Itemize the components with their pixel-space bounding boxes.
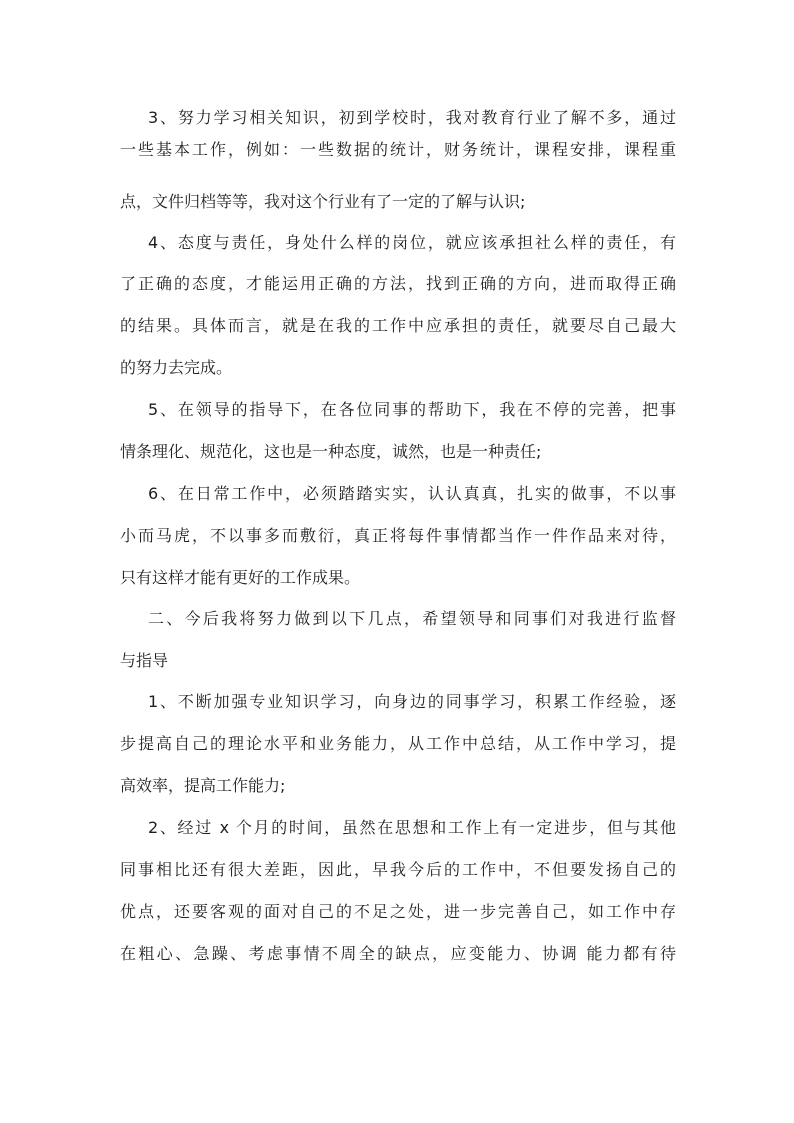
paragraph-2-line-2: 了正确的态度，才能运用正确的方法，找到正确的方向，进而取得正确: [120, 274, 676, 293]
paragraph-2-line-1: 4、态度与责任，身处什么样的岗位，就应该承担社么样的责任，有: [148, 233, 676, 252]
paragraph-3-line-2: 情条理化、规范化，这也是一种态度，诚然，也是一种责任;: [120, 442, 542, 461]
paragraph-6-line-3: 高效率，提高工作能力;: [120, 776, 286, 795]
paragraph-2-line-4: 的努力去完成。: [120, 358, 233, 377]
paragraph-4-line-2: 小而马虎，不以事多而敷衍，真正将每件事情都当作一件作品来对待，: [120, 526, 676, 545]
paragraph-7-line-4: 在粗心、急躁、考虑事情不周全的缺点，应变能力、协调 能力都有待: [120, 944, 676, 963]
paragraph-6-line-1: 1、不断加强专业知识学习，向身边的同事学习，积累工作经验，逐: [148, 692, 676, 711]
paragraph-5-line-1: 二、今后我将努力做到以下几点，希望领导和同事们对我进行监督: [148, 609, 676, 628]
paragraph-1-line-3: 点，文件归档等等，我对这个行业有了一定的了解与认识;: [120, 192, 526, 211]
paragraph-4-line-3: 只有这样才能有更好的工作成果。: [120, 568, 361, 587]
paragraph-2-line-3: 的结果。具体而言，就是在我的工作中应承担的责任，就要尽自己最大: [120, 316, 676, 335]
paragraph-7-line-3: 优点，还要客观的面对自己的不足之处，进一步完善自己，如工作中存: [120, 902, 676, 921]
paragraph-4-line-1: 6、在日常工作中，必须踏踏实实，认认真真，扎实的做事，不以事: [148, 484, 676, 503]
paragraph-6-line-2: 步提高自己的理论水平和业务能力，从工作中总结，从工作中学习，提: [120, 734, 676, 753]
paragraph-1-line-1: 3、努力学习相关知识，初到学校时，我对教育行业了解不多，通过: [148, 108, 676, 127]
paragraph-7-line-1: 2、经过 x 个月的时间，虽然在思想和工作上有一定进步，但与其他: [148, 818, 676, 837]
paragraph-5-line-2: 与指导: [120, 651, 169, 670]
paragraph-7-line-2: 同事相比还有很大差距，因此，早我今后的工作中，不但要发扬自己的: [120, 860, 676, 879]
paragraph-1-line-2: 一些基本工作，例如：一些数据的统计，财务统计，课程安排，课程重: [120, 140, 676, 159]
paragraph-3-line-1: 5、在领导的指导下，在各位同事的帮助下，我在不停的完善，把事: [148, 400, 676, 419]
